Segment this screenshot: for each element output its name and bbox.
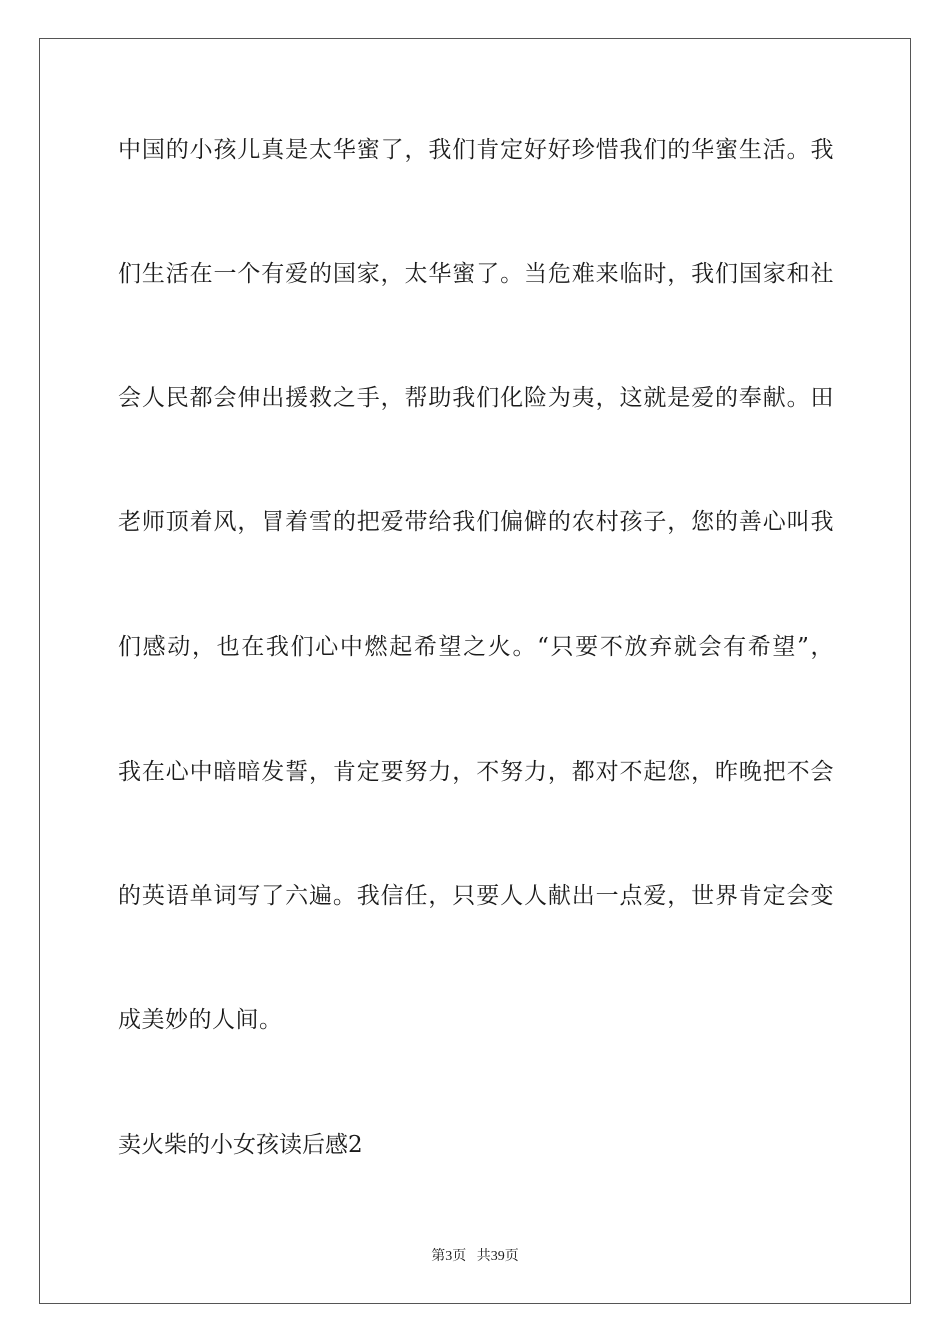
body-line-5: 们感动，也在我们心中燃起希望之火。“只要不放弃就会有希望”， bbox=[118, 634, 834, 660]
body-line-3: 会人民都会伸出援救之手，帮助我们化险为夷，这就是爱的奉献。田 bbox=[118, 385, 834, 411]
body-line-4: 老师顶着风，冒着雪的把爱带给我们偏僻的农村孩子，您的善心叫我 bbox=[118, 509, 834, 535]
body-line-8: 成美妙的人间。 bbox=[118, 1007, 283, 1033]
body-line-1: 中国的小孩儿真是太华蜜了，我们肯定好好珍惜我们的华蜜生活。我 bbox=[118, 137, 834, 163]
body-line-2: 们生活在一个有爱的国家，太华蜜了。当危难来临时，我们国家和社 bbox=[118, 261, 834, 287]
body-line-6: 我在心中暗暗发誓，肯定要努力，不努力，都对不起您，昨晚把不会 bbox=[118, 759, 834, 785]
body-line-7: 的英语单词写了六遍。我信任，只要人人献出一点爱，世界肯定会变 bbox=[118, 883, 834, 909]
page-number-footer: 第3页 共39页 bbox=[431, 1249, 519, 1264]
section-heading: 卖火柴的小女孩读后感2 bbox=[118, 1132, 363, 1158]
page-frame bbox=[39, 38, 911, 1304]
